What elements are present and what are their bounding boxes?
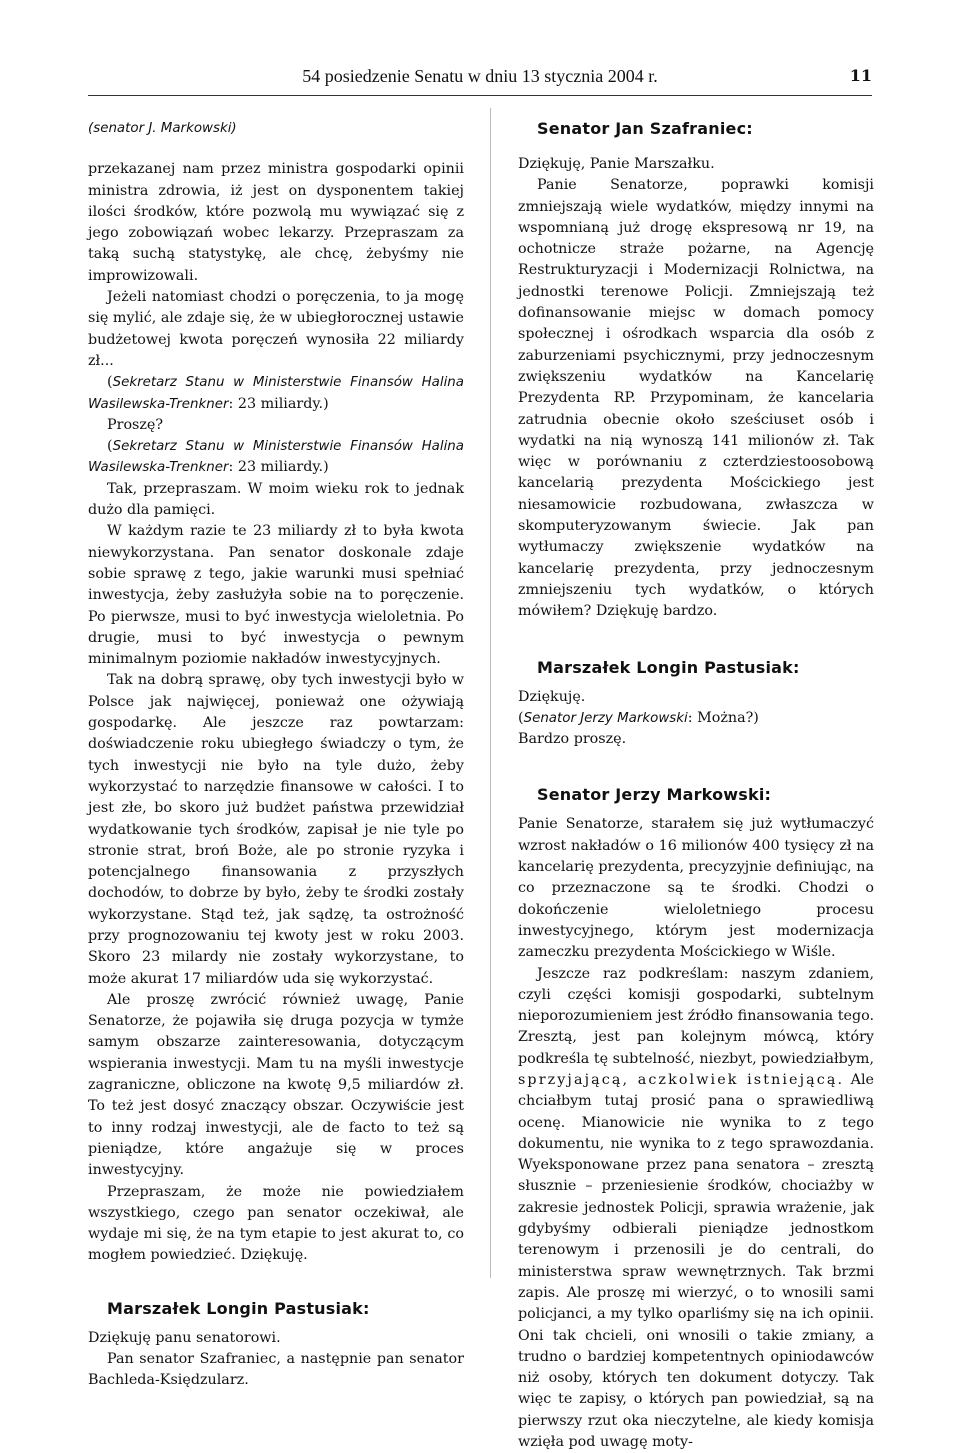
page-header bbox=[88, 62, 872, 96]
paragraph: Tak, przepraszam. W moim wieku rok to jednak dużo dla pamięci. bbox=[88, 479, 464, 522]
interjection: (Sekretarz Stanu w Ministerstwie Finansów Halina Wasilewska-Trenkner: 23 miliardy.) bbox=[88, 436, 464, 479]
speaker-heading: Marszałek Longin Pastusiak: bbox=[88, 1298, 464, 1320]
paragraph: Dziękuję panu senatorowi. bbox=[88, 1328, 464, 1349]
right-column bbox=[518, 118, 874, 1453]
paragraph: Pan senator Szafraniec, a następnie pan senator Bachleda-Księdzularz. bbox=[88, 1349, 464, 1392]
paragraph: Bardzo proszę. bbox=[518, 729, 874, 750]
left-column bbox=[88, 118, 464, 1392]
running-title: 54 posiedzenie Senatu w dniu 13 stycznia 2004 r. bbox=[88, 66, 872, 87]
interjection-text: : 23 miliardy. bbox=[228, 396, 323, 412]
paragraph: Ale proszę zwrócić również uwagę, Panie Senatorze, że pojawiła się druga pozycja w tymże samym obszarze zainteresowania, dotyczącym wspierania inwestycji. Mam tu na myśli inwestycje zagraniczne, obliczone na kwotę 9,5 miliardów zł. To też jest dosyć znaczący obszar. Oczywiście jest to inny rodzaj inwestycji, ale de facto to też są pieniądze, które angażuje się w proces inwestycyjny. bbox=[88, 990, 464, 1182]
interjection: (Senator Jerzy Markowski: Można?) bbox=[518, 708, 874, 729]
paragraph-text: Jeszcze raz podkreślam: naszym zdaniem, czyli części komisji gospodarki, subtelnym nieporozumieniem jest źródło finansowania tego. Zresztą, jest pan kolejnym mówcą, który podkreśla tę subtelność, niezbyt, powiedziałbym, bbox=[518, 966, 874, 1067]
paragraph: Jeżeli natomiast chodzi o poręczenia, to ja mogę się mylić, ale zdaje się, że w ubiegłorocznej ustawie budżetowej kwota poręczeń wynosiła 22 miliardy zł... bbox=[88, 287, 464, 372]
speaker-heading: Senator Jerzy Markowski: bbox=[518, 784, 874, 806]
spaced-emphasis: sprzyjającą, aczkolwiek istniejącą. bbox=[518, 1072, 844, 1088]
paragraph: Panie Senatorze, poprawki komisji zmniejszają wiele wydatków, między innymi na wspomnianą już drogę ekspresową nr 19, na ochotnicze straże pożarne, na Agencję Restrukturyzacji i Modernizacji Rolnictwa, na jednostki terenowe Policji. Zmniejszają też dofinansowanie miejsc w domach pomocy społecznej i ośrodkach wsparcia dla osób z zaburzeniami psychicznymi, przy jednoczesnym zwiększeniu wydatków na Kancelarię Prezydenta RP. Przypominam, że kancelaria zatrudnia obecnie około sześciuset osób i wydatki na nią wynoszą 141 milionów zł. Tak więc w porównaniu z czterdziestoosobową kancelarią prezydenta Mościckiego jest niesamowicie rozbudowana, zwłaszcza w skomputeryzowanym świecie. Jak pan wytłumaczy zwiększenie wydatków na kancelarię prezydenta, przy jednoczesnym zmniejszeniu tych wydatków, o których mówiłem? Dziękuję bardzo. bbox=[518, 175, 874, 622]
paragraph-text: Ale chciałbym tutaj prosić pana o sprawiedliwą ocenę. Mianowicie nie wynika to z tego dokumentu, nie wynika to z tego sprawozdania. Wyeksponowane przez pana senatora – zresztą słusznie – przeniesienie środków, chociażby w zakresie jednostek Policji, sprawia wrażenie, jak gdybyśmy odbierali pieniądze jednostkom terenowym i przenosili je do centrali, do ministerstwa spraw wewnętrznych. Tak brzmi zapis. Ale proszę mi wierzyć, o to wnosili sami policjanci, a my tylko oparliśmy się na ich opinii. Oni tak chcieli, oni wnosili o takie zmiany, a trudno o bardziej kompetentnych opiniodawców niż osoby, których ten dokument dotyczy. Tak więc te zapisy, o których pan powiedział, są na pierwszy rzut oka nieczytelne, ale kiedy komisja wzięła pod uwagę moty- bbox=[518, 1072, 874, 1450]
paragraph: Proszę? bbox=[88, 415, 464, 436]
interjection-speaker: Sekretarz Stanu w Ministerstwie Finansów Halina Wasilewska-Trenkner bbox=[88, 375, 464, 411]
page-number: 11 bbox=[850, 66, 872, 85]
paragraph: Tak na dobrą sprawę, oby tych inwestycji było w Polsce jak najwięcej, ponieważ one ożywiają gospodarkę. Ale jeszcze raz powtarzam: doświadczenie roku ubiegłego świadczy o tym, że tych inwestycji nie było na tyle dużo, żeby wykorzystać to narzędzie finansowe w całości. I to jest złe, bo skoro już budżet państwa przewidział wydatkowanie tych środków, zapisał je nie tyle po stronie strat, broń Boże, ale po stronie ryzyka i potencjalnego finansowania z przyszłych dochodów, to dobrze by było, żeby te środki zostały wykorzystane. Stąd też, jak sądzę, ta ostrożność przy prognozowaniu tej kwoty jest w roku 2003. Skoro 23 milardy nie zostały wykorzystane, to może akurat 17 miliardów uda się wykorzystać. bbox=[88, 670, 464, 989]
paragraph: Dziękuję, Panie Marszałku. bbox=[518, 154, 874, 175]
paragraph: przekazanej nam przez ministra gospodarki opinii ministra zdrowia, iż jest on dysponentem takiej ilości środków, które pozwolą mu wywiązać się z jego zobowiązań wobec lekarzy. Przepraszam za taką suchą statystykę, ale chcę, żebyśmy nie improwizowali. bbox=[88, 159, 464, 287]
column-divider bbox=[490, 108, 491, 1278]
paragraph bbox=[518, 964, 874, 1453]
interjection-speaker: Sekretarz Stanu w Ministerstwie Finansów Halina Wasilewska-Trenkner bbox=[88, 439, 464, 475]
paragraph: W każdym razie te 23 miliardy zł to była kwota niewykorzystana. Pan senator doskonale zdaje sobie sprawę z tego, jakie warunki musi spełniać inwestycja, żeby zasłużyła sobie na to poręczenie. Po pierwsze, musi to być inwestycja wieloletnia. Po drugie, musi to być inwestycja o pewnym minimalnym poziomie nakładów inwestycyjnych. bbox=[88, 521, 464, 670]
interjection: (Sekretarz Stanu w Ministerstwie Finansów Halina Wasilewska-Trenkner: 23 miliardy.) bbox=[88, 372, 464, 415]
interjection-text: : Można? bbox=[688, 710, 754, 726]
paragraph: Przepraszam, że może nie powiedziałem wszystkiego, czego pan senator oczekiwał, ale wydaje mi się, że na tym etapie to jest akurat to, co mogłem powiedzieć. Dziękuję. bbox=[88, 1182, 464, 1267]
header-rule bbox=[88, 95, 872, 96]
interjection-text: : 23 miliardy. bbox=[228, 459, 323, 475]
continued-speaker-note: (senator J. Markowski) bbox=[88, 118, 464, 139]
paragraph: Panie Senatorze, starałem się już wytłumaczyć wzrost nakładów o 16 milionów 400 tysięcy zł na kancelarię prezydenta, precyzyjnie definiując, na co przeznaczone są te środki. Chodzi o dokończenie wieloletniego procesu inwestycyjnego, którym jest modernizacja zameczku prezydenta Mościckiego w Wiśle. bbox=[518, 814, 874, 963]
speaker-heading: Senator Jan Szafraniec: bbox=[518, 118, 874, 140]
interjection-speaker: Senator Jerzy Markowski bbox=[524, 711, 688, 726]
paragraph: Dziękuję. bbox=[518, 687, 874, 708]
speaker-heading: Marszałek Longin Pastusiak: bbox=[518, 657, 874, 679]
